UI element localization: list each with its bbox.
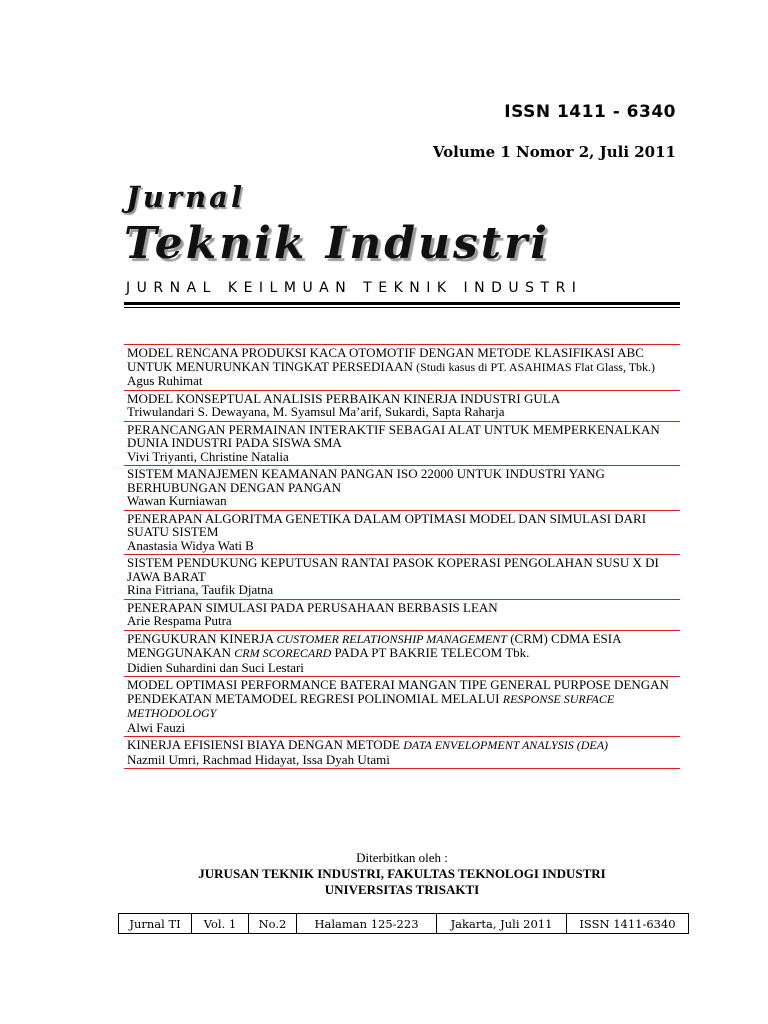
article-authors: Agus Ruhimat bbox=[127, 373, 203, 388]
article-title bbox=[127, 601, 678, 615]
article-title-text: PADA PT BAKRIE TELECOM Tbk. bbox=[331, 645, 530, 660]
article-title-text: KINERJA EFISIENSI BIAYA DENGAN METODE bbox=[127, 737, 404, 752]
citation-footer bbox=[118, 913, 689, 934]
issn-number: ISSN 1411 - 6340 bbox=[504, 102, 676, 122]
article-entry bbox=[124, 631, 680, 678]
article-title bbox=[127, 392, 678, 406]
article-authors: Anastasia Widya Wati B bbox=[127, 537, 254, 553]
title-rule-thick bbox=[124, 302, 680, 305]
article-title bbox=[127, 423, 678, 450]
article-authors: Vivi Triyanti, Christine Natalia bbox=[127, 448, 289, 464]
footer-issn: ISSN 1411-6340 bbox=[567, 914, 689, 934]
article-title bbox=[127, 632, 678, 661]
article-entry bbox=[124, 600, 680, 631]
article-title-text: PERANCANGAN PERMAINAN INTERAKTIF SEBAGAI ALAT UNTUK MEMPERKENALKAN DUNIA INDUSTRI PADA SISWA SMA bbox=[127, 421, 660, 450]
publisher-block bbox=[124, 850, 680, 898]
article-title-italic: CUSTOMER RELATIONSHIP MANAGEMENT bbox=[276, 631, 507, 646]
article-title bbox=[127, 738, 678, 753]
footer-journal: Jurnal TI bbox=[119, 914, 192, 934]
masthead-word: Jurnal bbox=[126, 180, 245, 214]
article-title-text: PENGUKURAN KINERJA bbox=[127, 630, 277, 646]
table-of-contents bbox=[124, 344, 680, 769]
article-entry bbox=[124, 345, 680, 391]
article-title-italic: DATA ENVELOPMENT ANALYSIS (DEA) bbox=[403, 738, 609, 752]
article-title-italic: RESPONSE SURFACE METHODOLOGY bbox=[127, 691, 615, 720]
journal-title: Teknik Industri bbox=[124, 218, 551, 269]
article-title-text: SISTEM PENDUKUNG KEPUTUSAN RANTAI PASOK KOPERASI PENGOLAHAN SUSU X DI JAWA BARAT bbox=[127, 555, 659, 584]
article-authors: Wawan Kurniawan bbox=[127, 493, 227, 508]
article-title-text: MODEL RENCANA PRODUKSI KACA OTOMOTIF DENGAN METODE KLASIFIKASI ABC UNTUK MENURUNKAN TINGKAT PERSEDIAAN bbox=[127, 345, 644, 374]
publisher-department: JURUSAN TEKNIK INDUSTRI, FAKULTAS TEKNOLOGI INDUSTRI bbox=[198, 866, 606, 881]
journal-subtitle: JURNAL KEILMUAN TEKNIK INDUSTRI bbox=[126, 280, 583, 296]
footer-volume: Vol. 1 bbox=[192, 914, 249, 934]
article-authors: Arie Respama Putra bbox=[127, 613, 232, 628]
article-title bbox=[127, 346, 678, 374]
article-title-text: (Studi kasus di PT. ASAHIMAS Flat Glass, Tbk.) bbox=[416, 359, 656, 374]
article-entry bbox=[124, 466, 680, 511]
article-title-text: (CRM) CDMA ESIA MENGGUNAKAN bbox=[127, 630, 621, 660]
article-entry bbox=[124, 391, 680, 422]
footer-place-date: Jakarta, Juli 2011 bbox=[437, 914, 567, 934]
article-title-text: PENERAPAN ALGORITMA GENETIKA DALAM OPTIMASI MODEL DAN SIMULASI DARI SUATU SISTEM bbox=[127, 510, 647, 539]
article-title bbox=[127, 467, 678, 494]
article-authors: Nazmil Umri, Rachmad Hidayat, Issa Dyah Utami bbox=[127, 751, 390, 767]
volume-issue: Volume 1 Nomor 2, Juli 2011 bbox=[432, 143, 676, 161]
article-title-text: PENERAPAN SIMULASI PADA PERUSAHAAN BERBASIS LEAN bbox=[127, 599, 498, 615]
article-entry bbox=[124, 677, 680, 737]
article-authors: Triwulandari S. Dewayana, M. Syamsul Ma’arif, Sukardi, Sapta Raharja bbox=[127, 404, 505, 419]
article-title-text: MODEL OPTIMASI PERFORMANCE BATERAI MANGAN TIPE GENERAL PURPOSE DENGAN PENDEKATAN METAMODEL REGRESI POLINOMIAL MELALUI bbox=[127, 677, 669, 706]
article-title bbox=[127, 678, 678, 721]
publisher-label: Diterbitkan oleh : bbox=[356, 850, 448, 865]
article-authors: Rina Fitriana, Taufik Djatna bbox=[127, 582, 274, 597]
article-entry bbox=[124, 511, 680, 556]
title-rule-thin bbox=[124, 307, 680, 308]
article-entry bbox=[124, 555, 680, 600]
article-authors: Didien Suhardini dan Suci Lestari bbox=[127, 659, 304, 675]
article-title-italic: CRM SCORECARD bbox=[234, 646, 332, 660]
publisher-university: UNIVERSITAS TRISAKTI bbox=[324, 882, 480, 897]
article-entry bbox=[124, 737, 680, 769]
article-title bbox=[127, 556, 678, 583]
article-authors: Alwi Fauzi bbox=[127, 719, 186, 735]
article-title bbox=[127, 512, 678, 539]
article-title-text: MODEL KONSEPTUAL ANALISIS PERBAIKAN KINERJA INDUSTRI GULA bbox=[127, 390, 561, 406]
article-title-text: SISTEM MANAJEMEN KEAMANAN PANGAN ISO 22000 UNTUK INDUSTRI YANG BERHUBUNGAN DENGAN PANGAN bbox=[127, 466, 605, 495]
article-entry bbox=[124, 422, 680, 467]
footer-number: No.2 bbox=[249, 914, 297, 934]
footer-pages: Halaman 125-223 bbox=[297, 914, 437, 934]
